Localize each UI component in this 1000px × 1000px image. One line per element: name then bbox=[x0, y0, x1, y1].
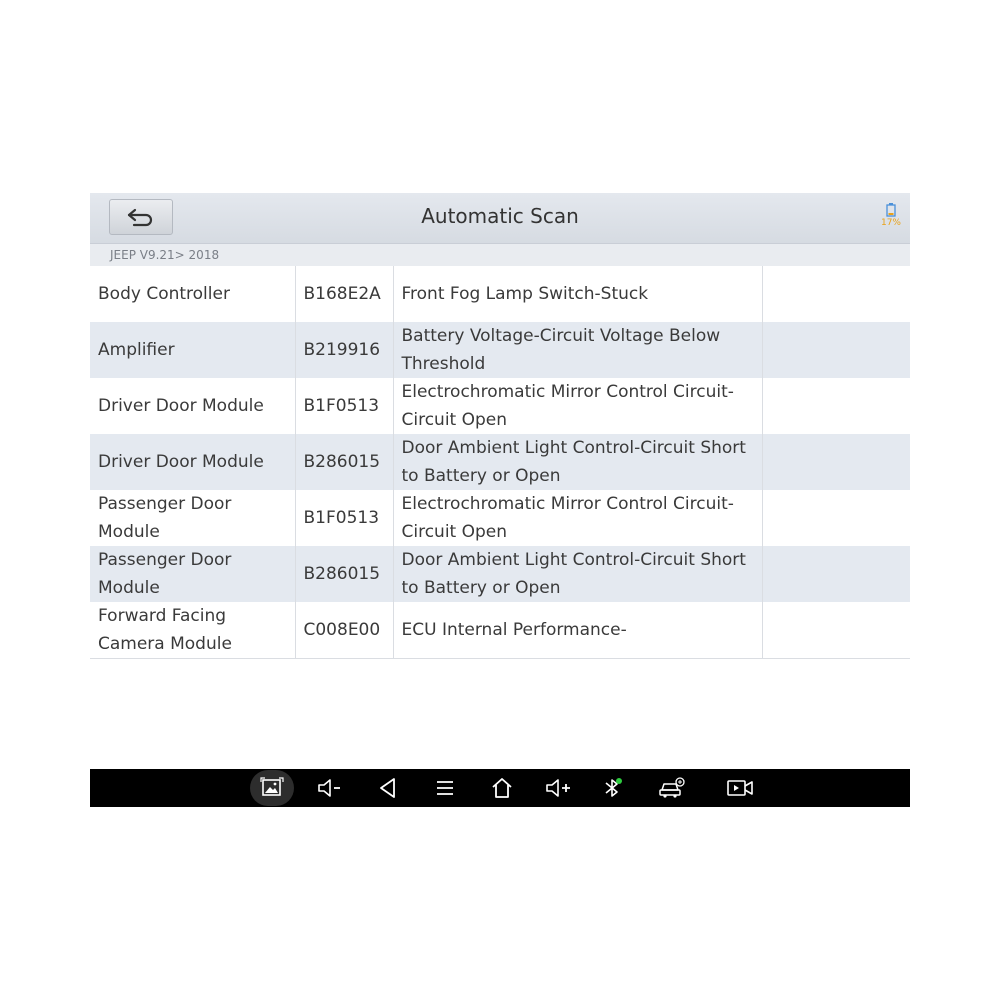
status-cell bbox=[762, 322, 910, 378]
table-row[interactable] bbox=[90, 266, 910, 322]
dtc-table bbox=[90, 266, 910, 659]
diagnostic-screen bbox=[90, 193, 910, 807]
dtc-code-cell: B168E2A bbox=[295, 266, 393, 322]
screen-record-button[interactable] bbox=[718, 770, 762, 806]
screenshot-button[interactable] bbox=[250, 770, 294, 806]
description-cell: Electrochromatic Mirror Control Circuit-Circuit Open bbox=[393, 378, 762, 434]
dtc-code-cell: B219916 bbox=[295, 322, 393, 378]
table-row[interactable] bbox=[90, 546, 910, 602]
vehicle-diagnostic-button[interactable] bbox=[650, 770, 694, 806]
dtc-code-cell: B1F0513 bbox=[295, 490, 393, 546]
back-triangle-icon bbox=[376, 776, 400, 800]
description-cell: Front Fog Lamp Switch-Stuck bbox=[393, 266, 762, 322]
module-cell: Forward Facing Camera Module bbox=[90, 602, 295, 659]
description-cell: Door Ambient Light Control-Circuit Short to Battery or Open bbox=[393, 434, 762, 490]
module-cell: Amplifier bbox=[90, 322, 295, 378]
status-cell bbox=[762, 490, 910, 546]
volume-up-button[interactable] bbox=[536, 770, 580, 806]
bluetooth-connected-dot bbox=[616, 778, 622, 784]
dtc-code-cell: B1F0513 bbox=[295, 378, 393, 434]
dtc-code-cell: B286015 bbox=[295, 546, 393, 602]
module-cell: Driver Door Module bbox=[90, 434, 295, 490]
table-row[interactable] bbox=[90, 378, 910, 434]
page-title: Automatic Scan bbox=[421, 204, 579, 228]
status-cell bbox=[762, 266, 910, 322]
breadcrumb: JEEP V9.21> 2018 bbox=[90, 244, 910, 266]
bluetooth-icon bbox=[600, 776, 624, 800]
dtc-code-cell: B286015 bbox=[295, 434, 393, 490]
header-bar bbox=[90, 193, 910, 244]
nav-back-button[interactable] bbox=[366, 770, 410, 806]
screenshot-icon bbox=[260, 776, 284, 800]
description-cell: Battery Voltage-Circuit Voltage Below Threshold bbox=[393, 322, 762, 378]
description-cell: Door Ambient Light Control-Circuit Short to Battery or Open bbox=[393, 546, 762, 602]
home-button[interactable] bbox=[480, 770, 524, 806]
module-cell: Body Controller bbox=[90, 266, 295, 322]
volume-up-icon bbox=[544, 776, 572, 800]
table-row[interactable] bbox=[90, 602, 910, 659]
volume-down-icon bbox=[316, 776, 344, 800]
table-row[interactable] bbox=[90, 490, 910, 546]
status-cell bbox=[762, 378, 910, 434]
status-cell bbox=[762, 546, 910, 602]
menu-button[interactable] bbox=[423, 770, 467, 806]
description-cell: Electrochromatic Mirror Control Circuit-Circuit Open bbox=[393, 490, 762, 546]
table-row[interactable] bbox=[90, 322, 910, 378]
module-cell: Passenger Door Module bbox=[90, 546, 295, 602]
bluetooth-button[interactable] bbox=[590, 770, 634, 806]
module-cell: Passenger Door Module bbox=[90, 490, 295, 546]
description-cell: ECU Internal Performance- bbox=[393, 602, 762, 659]
screen-record-icon bbox=[726, 776, 754, 800]
table-row[interactable] bbox=[90, 434, 910, 490]
battery-indicator bbox=[878, 203, 904, 228]
battery-icon bbox=[886, 203, 896, 217]
status-cell bbox=[762, 434, 910, 490]
home-icon bbox=[490, 776, 514, 800]
status-cell bbox=[762, 602, 910, 659]
battery-percent: 17% bbox=[880, 218, 901, 228]
system-nav-bar bbox=[90, 769, 910, 807]
menu-icon bbox=[433, 776, 457, 800]
dtc-code-cell: C008E00 bbox=[295, 602, 393, 659]
module-cell: Driver Door Module bbox=[90, 378, 295, 434]
volume-down-button[interactable] bbox=[308, 770, 352, 806]
vehicle-diagnostic-icon bbox=[658, 776, 686, 800]
